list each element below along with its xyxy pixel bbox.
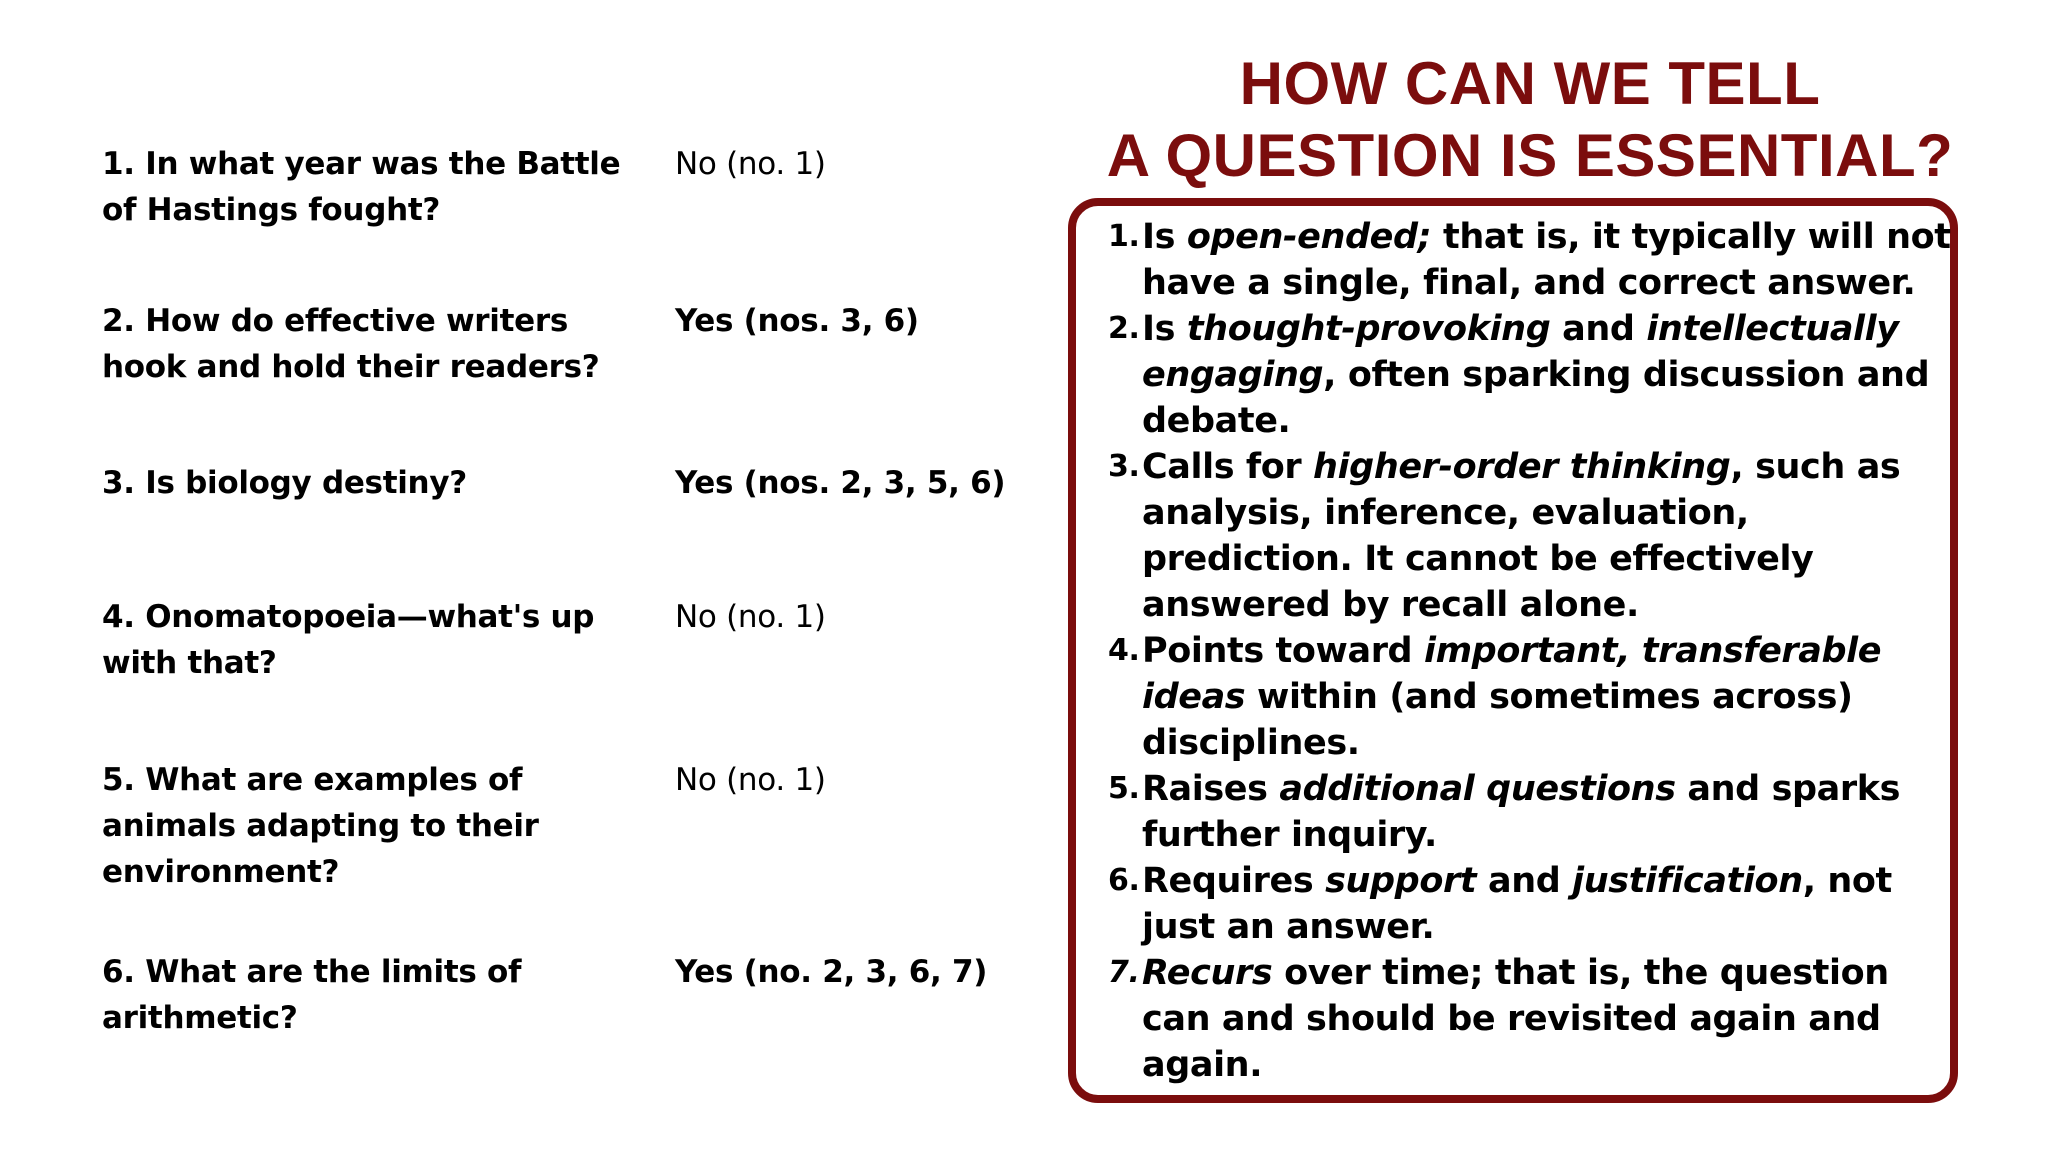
criterion-text: Recurs over time; that is, the question can and should be revisited again and again. [1142,953,1889,1085]
criterion-number: 7. [1108,955,1140,990]
answer-4: No (no. 1) [675,599,826,635]
criterion-3 [1108,444,1956,628]
criteria-list [1108,214,1956,1088]
answer-2: Yes (nos. 3, 6) [675,303,919,339]
emphasis: higher-order thinking [1313,447,1731,487]
criterion-number: 5. [1108,771,1140,806]
question-1: 1. In what year was the Battle of Hastings fought? [102,146,621,228]
slide-title [1090,48,1970,192]
answer-5: No (no. 1) [675,762,826,798]
emphasis: thought-provoking [1186,309,1551,349]
question-6: 6. What are the limits of arithmetic? [102,954,522,1036]
emphasis: intellectually engaging [1142,309,1899,395]
answer-6: Yes (no. 2, 3, 6, 7) [675,954,988,990]
question-4: 4. Onomatopoeia—what's up with that? [102,599,595,681]
emphasis: justification [1572,861,1803,901]
answer-3: Yes (nos. 2, 3, 5, 6) [675,465,1006,501]
question-3: 3. Is biology destiny? [102,465,467,501]
criterion-number: 4. [1108,633,1140,668]
criterion-7 [1108,950,1956,1088]
title-line-2: A QUESTION IS ESSENTIAL? [1106,122,1954,189]
emphasis: open-ended; [1186,217,1432,257]
question-2: 2. How do effective writers hook and hold their readers? [102,303,600,385]
question-5: 5. What are examples of animals adapting to their environment? [102,762,539,890]
criterion-text: Points toward important, transferable ideas within (and sometimes across) disciplines. [1142,631,1882,763]
criterion-text: Calls for higher-order thinking, such as analysis, inference, evaluation, prediction. It cannot be effectively answered by recall alone. [1142,447,1901,625]
criterion-text: Is open-ended; that is, it typically will not have a single, final, and correct answer. [1142,217,1951,303]
emphasis: Recurs [1142,953,1273,993]
criterion-number: 1. [1108,219,1140,254]
emphasis: important, transferable ideas [1142,631,1882,717]
answer-1: No (no. 1) [675,146,826,182]
criterion-5 [1108,766,1956,858]
criterion-6 [1108,858,1956,950]
criterion-text: Is thought-provoking and intellectually engaging, often sparking discussion and debate. [1142,309,1930,441]
criterion-text: Raises additional questions and sparks further inquiry. [1142,769,1901,855]
emphasis: additional questions [1279,769,1676,809]
emphasis: support [1325,861,1477,901]
criterion-number: 2. [1108,311,1140,346]
criterion-2 [1108,306,1956,444]
criterion-text: Requires support and justification, not just an answer. [1142,861,1892,947]
title-line-1: HOW CAN WE TELL [1239,50,1821,117]
criterion-number: 6. [1108,863,1140,898]
criterion-4 [1108,628,1956,766]
criterion-number: 3. [1108,449,1140,484]
criterion-1 [1108,214,1956,306]
